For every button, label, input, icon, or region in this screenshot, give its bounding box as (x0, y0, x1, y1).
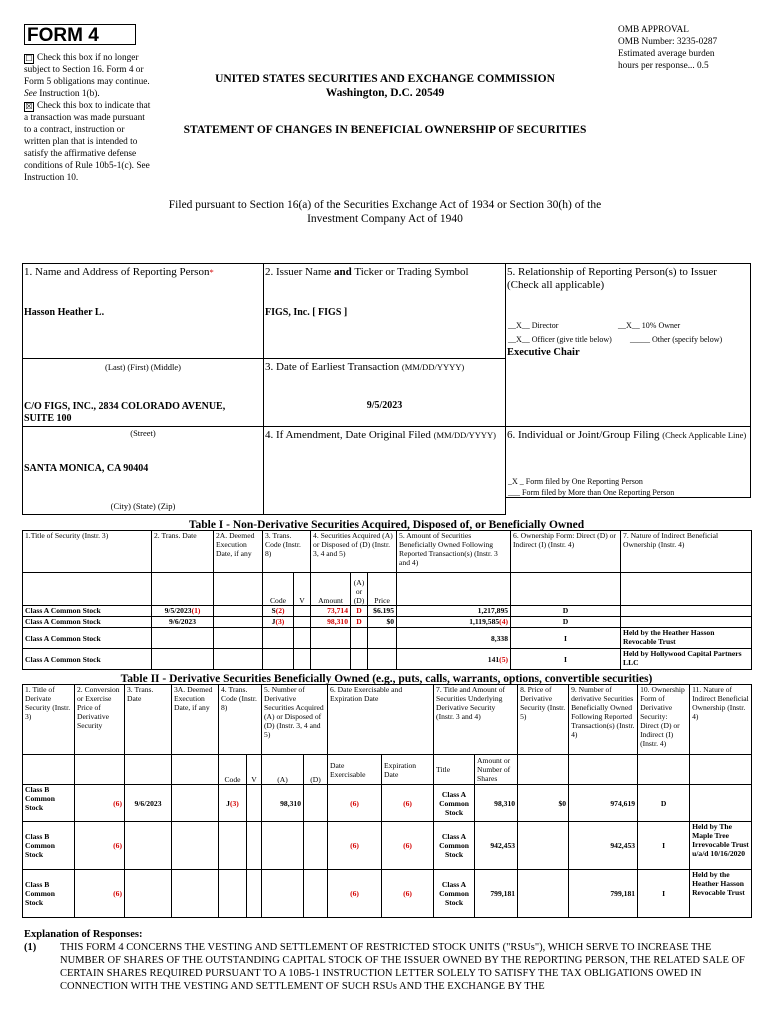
footnote-mark: (5) (499, 654, 509, 664)
footnote-mark: (1) (191, 606, 201, 615)
row-nature: Held by the Heather Hasson Revocable Trust (690, 870, 752, 918)
t2-head-exercise: 6. Date Exercisable and Expiration Date (328, 685, 434, 755)
footnote-mark: (6) (328, 870, 382, 918)
row-underlying-amount: 942,453 (475, 822, 518, 870)
t2-head-owned: 9. Number of derivative Securities Beneficially Owned Following Reported Transaction(s) (Instr. 4) (569, 685, 638, 755)
issuer-label-and: and (334, 266, 352, 278)
row-date: 9/6/2023 (168, 617, 196, 626)
t2-sub-code: Code (219, 755, 247, 785)
agency-name: UNITED STATES SECURITIES AND EXCHANGE COMMISSION (215, 73, 555, 85)
row-amount: 73,714 (311, 606, 351, 617)
issuer-label-a: 2. Issuer Name (265, 266, 332, 278)
row-form: D (511, 606, 621, 617)
t2-head-form: 10. Ownership Form of Derivative Security: Direct (D) or Indirect (I) (Instr. 4) (638, 685, 690, 755)
filing-label: 6. Individual or Joint/Group Filing (507, 429, 660, 441)
row-code: S (271, 606, 276, 615)
row-title: Class A Common Stock (23, 649, 152, 670)
table-row (23, 649, 752, 670)
t1-sub-amount: Amount (311, 573, 351, 606)
omb-hours: hours per response... 0.5 (618, 61, 709, 71)
table1 (22, 530, 752, 670)
relationship-other[interactable]: _____ Other (specify below) (630, 335, 723, 344)
row-underlying-title: Class A Common Stock (434, 785, 475, 822)
relationship-director[interactable]: __X__ Director (508, 321, 559, 330)
row-nature (690, 785, 752, 822)
row-owned: 141 (487, 654, 500, 664)
officer-title: Executive Chair (507, 347, 580, 358)
row-title: Class B Common Stock (23, 785, 75, 822)
t2-head-conv: 2. Conversion or Exercise Price of Derivative Security (75, 685, 125, 755)
footnote-mark: (6) (328, 822, 382, 870)
row-owned: 1,217,895 (477, 606, 509, 615)
city-box (22, 427, 264, 515)
row-owned: 1,119,585 (469, 617, 500, 626)
instruction-ref: Instruction 1(b). (39, 89, 100, 99)
explanation-heading: Explanation of Responses: (24, 929, 143, 940)
table-row (23, 870, 752, 918)
agency-location: Washington, D.C. 20549 (325, 87, 445, 99)
t2-sub-title: Title (434, 755, 475, 785)
footnote-text: THIS FORM 4 CONCERNS THE VESTING AND SETTLEMENT OF RESTRICTED STOCK UNITS ("RSUs"), WHICH SERVE TO INCREASE THE NUMBER OF SHARES OF THE OUTSTANDING CAPITAL STOCK OF THE ISSUER OWNED BY THE REPORTING PERSON, THE RELATED SALE OF CERTAIN SHARES REQUIRED PURSUANT TO A 10B5-1 INSTRUCTION LETTER SOLELY TO SATISFY THE TAX OBLIGATIONS OWED IN CONNECTION WITH THE VESTING AND SETTLEMENT OF SUCH RSUs AND THE EXCHANGE BY THE (60, 942, 745, 992)
row-form: D (511, 617, 621, 628)
row-nature (621, 617, 752, 628)
row-price: $6.195 (368, 606, 397, 617)
t1-head-title: 1.Title of Security (Instr. 3) (23, 531, 152, 573)
earliest-date-label: 3. Date of Earliest Transaction (265, 361, 400, 373)
footnote-mark: (6) (382, 785, 434, 822)
t1-head-date: 2. Trans. Date (152, 531, 214, 573)
row-owned: 799,181 (569, 870, 638, 918)
footnote-mark: (3) (275, 617, 285, 626)
t2-head-deemed: 3A. Deemed Execution Date, if any (172, 685, 219, 755)
footnote-mark: (6) (75, 870, 125, 918)
row-code: J (226, 798, 230, 808)
amendment-format: (MM/DD/YYYY) (433, 430, 496, 440)
t1-sub-price: Price (368, 573, 397, 606)
footnote-mark: (3) (229, 798, 239, 808)
t2-sub-d: (D) (304, 755, 328, 785)
t1-sub-aord: (A) or (D) (351, 573, 368, 606)
t2-sub-a: (A) (262, 755, 304, 785)
row-form: I (511, 649, 621, 670)
row-nature (621, 606, 752, 617)
table-row (23, 628, 752, 649)
row-underlying-amount: 799,181 (475, 870, 518, 918)
amendment-box (263, 426, 506, 515)
row-form: D (638, 785, 690, 822)
footnote-number: (1) (24, 942, 37, 953)
omb-approval (618, 24, 758, 72)
city-caption: (City) (State) (Zip) (110, 501, 176, 511)
statement-title: STATEMENT OF CHANGES IN BENEFICIAL OWNERSHIP OF SECURITIES (183, 124, 587, 136)
rule10b5-checkbox-row[interactable] (24, 100, 152, 184)
city-state-zip: SANTA MONICA, CA 90404 (24, 463, 149, 474)
rule10b5-checkbox-label: Check this box to indicate that a transaction was made pursuant to a contract, instruction or written plan that is intended to satisfy the affirmative defense conditions of Rule 10b5-1(c). See Instruction 10. (24, 101, 151, 183)
row-nature: Held by the Heather Hasson Revocable Trust (621, 628, 752, 649)
row-title: Class B Common Stock (23, 822, 75, 870)
issuer-label-b: Ticker or Trading Symbol (354, 266, 469, 278)
t2-head-date: 3. Trans. Date (125, 685, 172, 755)
t1-head-code: 3. Trans. Code (Instr. 8) (263, 531, 311, 573)
rule10b5-checkbox[interactable]: ☒ (25, 102, 33, 111)
row-title: Class A Common Stock (23, 628, 152, 649)
row-underlying-title: Class A Common Stock (434, 870, 475, 918)
t1-head-form: 6. Ownership Form: Direct (D) or Indirect (I) (Instr. 4) (511, 531, 621, 573)
omb-title: OMB APPROVAL (618, 25, 689, 35)
table-row (23, 785, 752, 822)
t2-head-nature: 11. Nature of Indirect Beneficial Ownership (Instr. 4) (690, 685, 752, 755)
footnote-mark: (6) (382, 822, 434, 870)
street-address: C/O FIGS, INC., 2834 COLORADO AVENUE, SUITE 100 (24, 401, 226, 424)
row-owned: 8,338 (490, 633, 509, 643)
relationship-label: 5. Relationship of Reporting Person(s) to Issuer (Check all applicable) (507, 266, 717, 291)
table2-title: Table II - Derivative Securities Beneficially Owned (e.g., puts, calls, warrants, options, convertible securities) (120, 673, 653, 685)
explanation (24, 928, 754, 993)
row-form: I (638, 870, 690, 918)
t1-sub-code: Code (263, 573, 294, 606)
table-row (23, 822, 752, 870)
t2-sub-amount: Amount or Number of Shares (475, 755, 518, 785)
footnote-mark: * (209, 267, 214, 277)
row-form: I (511, 628, 621, 649)
footnote-mark: (6) (382, 870, 434, 918)
street-caption: (Street) (130, 428, 156, 438)
t2-head-code: 4. Trans. Code (Instr. 8) (219, 685, 262, 755)
row-amount: 98,310 (311, 617, 351, 628)
t2-head-number: 5. Number of Derivative Securities Acquired (A) or Disposed of (D) (Instr. 3, 4 and 5) (262, 685, 328, 755)
section16-checkbox-label: Check this box if no longer subject to Section 16. Form 4 or Form 5 obligations may continue. (24, 53, 150, 87)
table2 (22, 684, 752, 918)
reporting-person-name: Hasson Heather L. (24, 307, 105, 318)
table1-title: Table I - Non-Derivative Securities Acquired, Disposed of, or Beneficially Owned (188, 519, 585, 531)
row-nature: Held by Hollywood Capital Partners LLC (621, 649, 752, 670)
t2-head-title: 1. Title of Derivate Security (Instr. 3) (23, 685, 75, 755)
t2-sub-exer: Date Exercisable (328, 755, 382, 785)
t2-sub-exp: Expiration Date (382, 755, 434, 785)
table-row (23, 617, 752, 628)
issuer-name: FIGS, Inc. [ FIGS ] (265, 307, 348, 318)
row-code: J (271, 617, 276, 626)
footnote-mark: (6) (328, 785, 382, 822)
row-owned: 942,453 (569, 822, 638, 870)
row-title: Class B Common Stock (23, 870, 75, 918)
reporting-person-box (22, 263, 264, 359)
footnote-mark: (2) (275, 606, 285, 615)
t1-head-nature: 7. Nature of Indirect Beneficial Ownership (Instr. 4) (621, 531, 752, 573)
row-aord: D (351, 606, 368, 617)
issuer-box (263, 263, 506, 359)
earliest-date: 9/5/2023 (366, 400, 403, 411)
form-title: FORM 4 (24, 24, 136, 45)
section16-checkbox-row[interactable] (24, 52, 152, 100)
earliest-date-format: (MM/DD/YYYY) (401, 362, 465, 372)
row-form: I (638, 822, 690, 870)
amendment-label: 4. If Amendment, Date Original Filed (265, 429, 431, 441)
footnote-mark: (6) (75, 822, 125, 870)
see-word: See (24, 89, 37, 99)
row-title: Class A Common Stock (23, 617, 152, 628)
filing-sub: (Check Applicable Line) (662, 430, 747, 440)
row-nature: Held by The Maple Tree Irrevocable Trust u/a/d 10/16/2020 (690, 822, 752, 870)
omb-number: OMB Number: 3235-0287 (618, 37, 718, 47)
t1-head-deemed: 2A. Deemed Execution Date, if any (214, 531, 263, 573)
t2-head-underlying: 7. Title and Amount of Securities Underlying Derivative Security (Instr. 3 and 4) (434, 685, 518, 755)
t1-head-owned: 5. Amount of Securities Beneficially Owned Following Reported Transaction(s) (Instr. 3 and 4) (397, 531, 511, 573)
row-date: 9/6/2023 (125, 785, 172, 822)
earliest-date-box (263, 358, 506, 427)
row-price: $0 (368, 617, 397, 628)
t1-head-acquired: 4. Securities Acquired (A) or Disposed of (D) (Instr. 3, 4 and 5) (311, 531, 397, 573)
checkbox-notes (24, 52, 152, 184)
t2-sub-v: V (247, 755, 262, 785)
relationship-10pct-owner[interactable]: __X__ 10% Owner (618, 321, 681, 330)
section16-checkbox[interactable]: ☐ (25, 54, 33, 63)
row-underlying-title: Class A Common Stock (434, 822, 475, 870)
relationship-officer[interactable]: __X__ Officer (give title below) (508, 335, 612, 344)
omb-burden: Estimated average burden (618, 49, 715, 59)
filing-box (505, 426, 751, 498)
row-title: Class A Common Stock (23, 606, 152, 617)
row-owned: 974,619 (569, 785, 638, 822)
filed-pursuant: Filed pursuant to Section 16(a) of the Securities Exchange Act of 1934 or Section 30(h) of the Investment Company Act of 1940 (168, 199, 602, 225)
row-acquired: 98,310 (262, 785, 304, 822)
filing-one-person[interactable]: _X _ Form filed by One Reporting Person (508, 477, 643, 486)
footnote-mark: (4) (499, 617, 509, 626)
relationship-box (505, 263, 751, 427)
row-underlying-amount: 98,310 (475, 785, 518, 822)
row-price: $0 (518, 785, 569, 822)
address-box (22, 359, 264, 427)
footnote-mark: (6) (75, 785, 125, 822)
table-row (23, 606, 752, 617)
reporting-person-label: 1. Name and Address of Reporting Person (24, 266, 210, 278)
name-caption: (Last) (First) (Middle) (104, 362, 181, 372)
row-date: 9/5/2023 (164, 606, 192, 615)
agency-heading (160, 72, 610, 100)
t2-head-price: 8. Price of Derivative Security (Instr. 5) (518, 685, 569, 755)
t1-sub-v: V (294, 573, 311, 606)
filing-multiple-persons[interactable]: ___ Form filed by More than One Reporting Person (508, 488, 675, 497)
row-aord: D (351, 617, 368, 628)
